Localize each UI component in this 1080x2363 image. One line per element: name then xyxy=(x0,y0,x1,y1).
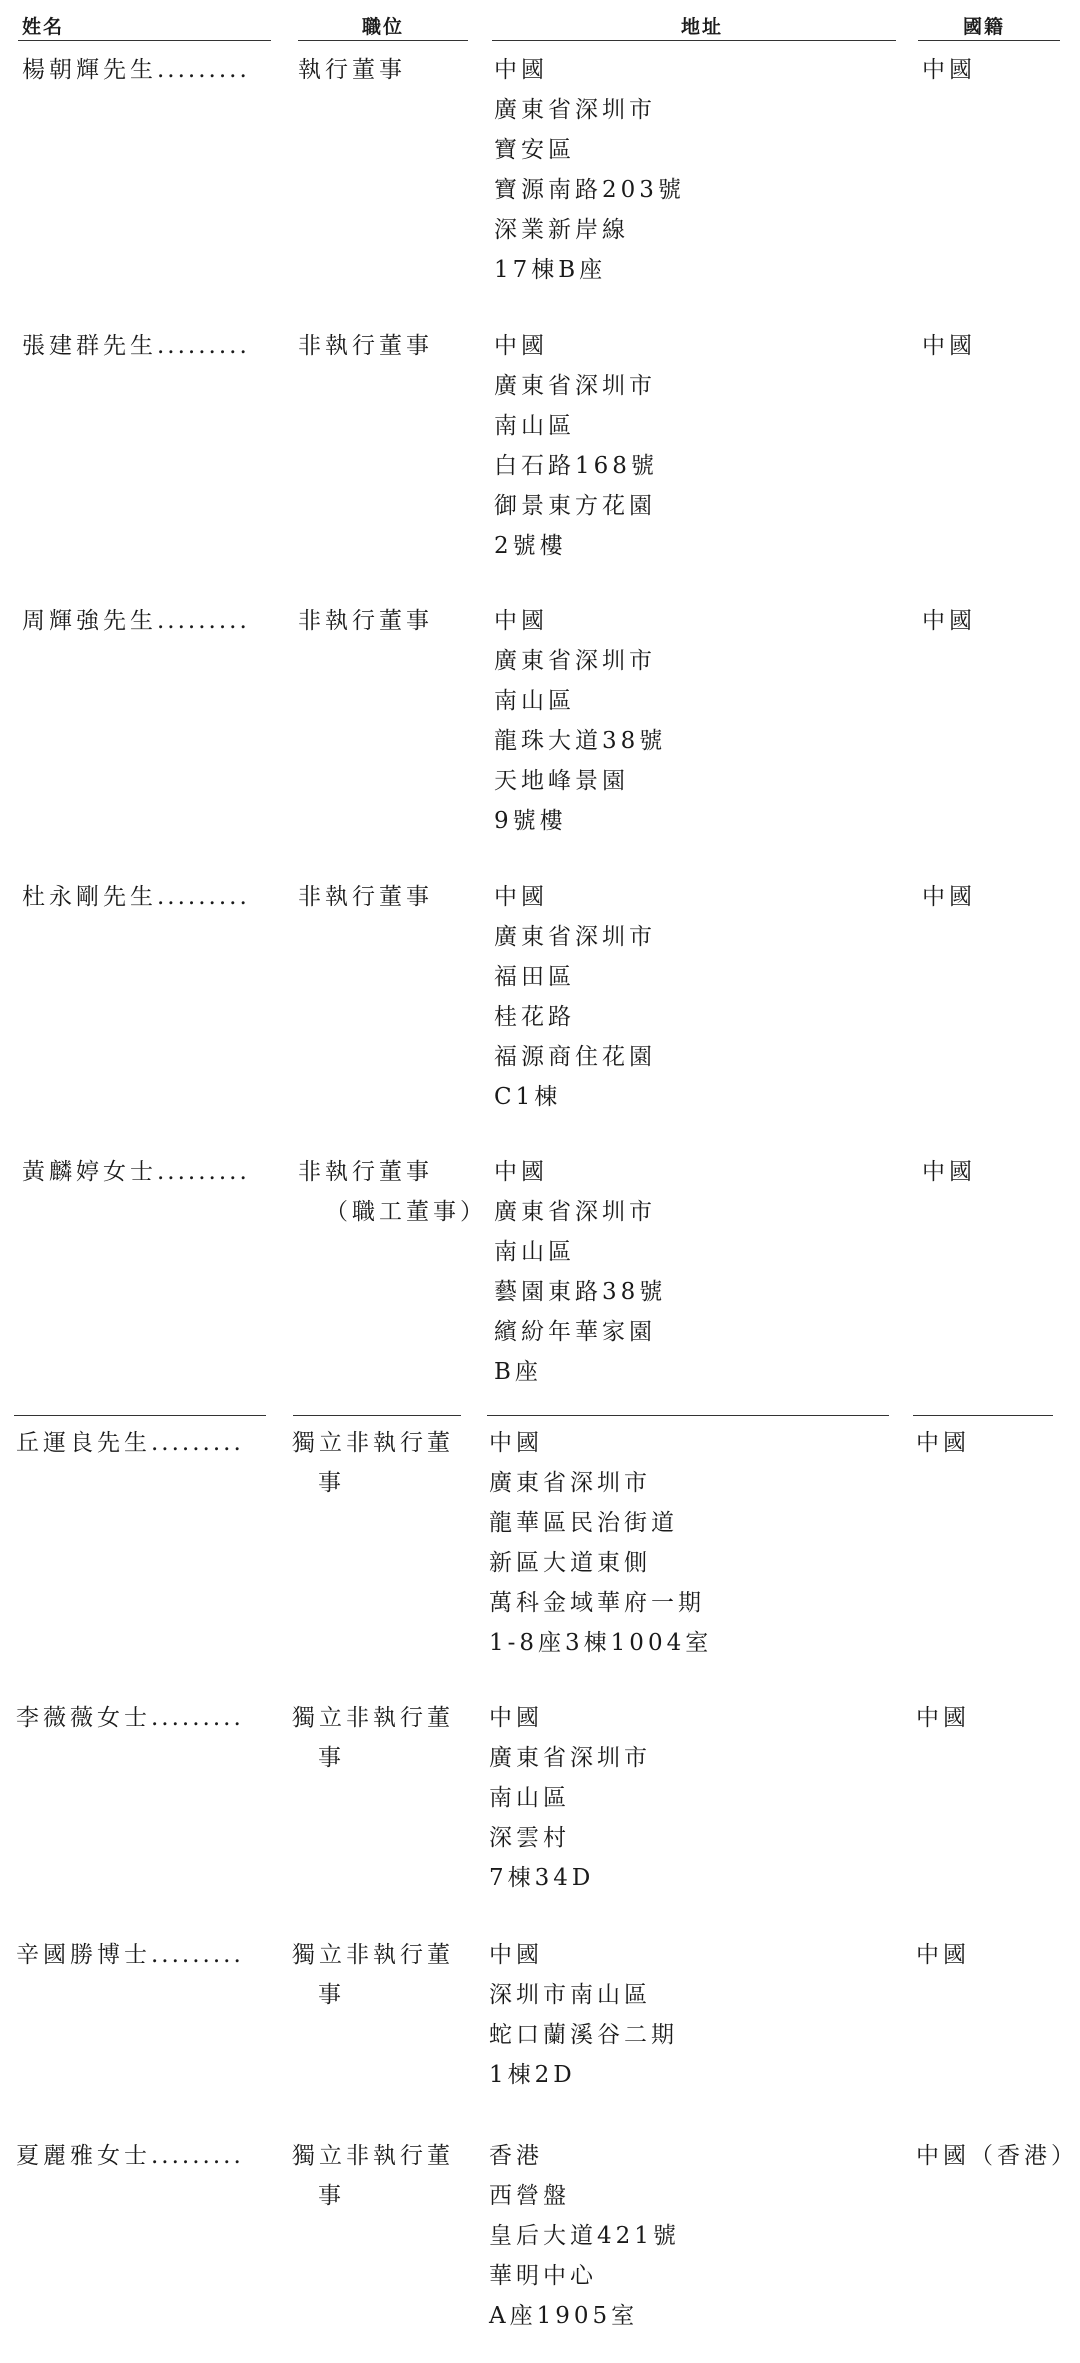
dot-leader: ......... xyxy=(157,333,250,359)
dot-leader: ......... xyxy=(157,57,250,83)
header-address: 地址 xyxy=(681,16,724,38)
director-name-cell xyxy=(16,1698,244,1738)
director-name: 辛國勝博士 xyxy=(16,1942,151,1968)
dot-leader: ......... xyxy=(151,1430,244,1456)
dot-leader: ......... xyxy=(157,884,250,910)
position-line: 事 xyxy=(318,1470,345,1496)
director-name: 張建群先生 xyxy=(22,333,157,359)
dot-leader: ......... xyxy=(157,608,250,634)
header-position: 職位 xyxy=(362,16,405,38)
address-line: C1棟 xyxy=(494,1084,562,1110)
address-line: 華明中心 xyxy=(489,2263,597,2289)
address-line: 廣東省深圳市 xyxy=(489,1745,651,1771)
header-rule-nationality xyxy=(918,40,1060,41)
director-name: 周輝強先生 xyxy=(22,608,157,634)
address-line: 龍珠大道38號 xyxy=(494,728,667,754)
address-line: 南山區 xyxy=(494,688,575,714)
address-line: 廣東省深圳市 xyxy=(489,1470,651,1496)
address-line: 中國 xyxy=(489,1942,543,1968)
address-line: 御景東方花園 xyxy=(494,493,656,519)
address-line: 寶源南路203號 xyxy=(494,177,685,203)
address-line: B座 xyxy=(494,1359,542,1385)
address-line: 廣東省深圳市 xyxy=(494,648,656,674)
address-line: 福源商住花園 xyxy=(494,1044,656,1070)
position-line: 事 xyxy=(318,1745,345,1771)
nationality: 中國 xyxy=(916,1430,970,1456)
header-rule-position xyxy=(298,40,468,41)
header-name: 姓名 xyxy=(22,16,65,38)
address-line: 深業新岸線 xyxy=(494,217,629,243)
position-line: 非執行董事 xyxy=(298,608,433,634)
nationality: 中國 xyxy=(922,1159,976,1185)
header-nationality: 國籍 xyxy=(963,16,1006,38)
dot-leader: ......... xyxy=(151,2143,244,2169)
address-line: 天地峰景園 xyxy=(494,768,629,794)
nationality: 中國 xyxy=(922,608,976,634)
address-line: 中國 xyxy=(489,1705,543,1731)
director-name: 杜永剛先生 xyxy=(22,884,157,910)
director-name-cell xyxy=(16,1935,244,1975)
address-line: 白石路168號 xyxy=(494,453,658,479)
address-line: 中國 xyxy=(494,608,548,634)
director-name: 丘運良先生 xyxy=(16,1430,151,1456)
address-line: 香港 xyxy=(489,2143,543,2169)
dot-leader: ......... xyxy=(151,1705,244,1731)
director-name-cell xyxy=(22,1152,250,1192)
address-line: 1棟2D xyxy=(489,2062,576,2088)
position-line: 獨立非執行董 xyxy=(292,1942,454,1968)
address-line: 17棟B座 xyxy=(494,257,607,283)
address-line: 福田區 xyxy=(494,964,575,990)
director-name-cell xyxy=(22,50,250,90)
position-line: 獨立非執行董 xyxy=(292,2143,454,2169)
address-line: 廣東省深圳市 xyxy=(494,97,656,123)
address-line: 皇后大道421號 xyxy=(489,2223,680,2249)
address-line: 深雲村 xyxy=(489,1825,570,1851)
address-line: 西營盤 xyxy=(489,2183,570,2209)
header-rule-name xyxy=(18,40,271,41)
director-name-cell xyxy=(22,877,250,917)
director-name: 夏麗雅女士 xyxy=(16,2143,151,2169)
address-line: 9號樓 xyxy=(494,808,567,834)
address-line: 萬科金域華府一期 xyxy=(489,1590,705,1616)
position-line: 非執行董事 xyxy=(298,1159,433,1185)
director-name: 楊朝輝先生 xyxy=(22,57,157,83)
nationality: 中國（香港） xyxy=(916,2143,1078,2169)
address-line: 中國 xyxy=(494,1159,548,1185)
address-line: 1-8座3棟1004室 xyxy=(489,1630,713,1656)
section-rule-nationality xyxy=(913,1415,1053,1416)
dot-leader: ......... xyxy=(151,1942,244,1968)
position-line: （職工董事） xyxy=(325,1199,487,1225)
position-line: 事 xyxy=(318,2183,345,2209)
director-name: 李薇薇女士 xyxy=(16,1705,151,1731)
address-line: 中國 xyxy=(494,57,548,83)
header-rule-address xyxy=(492,40,896,41)
section-rule-name xyxy=(14,1415,266,1416)
director-name-cell xyxy=(16,1423,244,1463)
nationality: 中國 xyxy=(922,57,976,83)
address-line: 蛇口蘭溪谷二期 xyxy=(489,2022,678,2048)
position-line: 非執行董事 xyxy=(298,333,433,359)
address-line: 中國 xyxy=(489,1430,543,1456)
address-line: A座1905室 xyxy=(489,2303,639,2329)
nationality: 中國 xyxy=(922,333,976,359)
address-line: 中國 xyxy=(494,884,548,910)
position-line: 獨立非執行董 xyxy=(292,1705,454,1731)
address-line: 繽紛年華家園 xyxy=(494,1319,656,1345)
position-line: 執行董事 xyxy=(298,57,406,83)
address-line: 廣東省深圳市 xyxy=(494,1199,656,1225)
director-name-cell xyxy=(16,2136,244,2176)
director-name-cell xyxy=(22,601,250,641)
address-line: 深圳市南山區 xyxy=(489,1982,651,2008)
nationality: 中國 xyxy=(916,1705,970,1731)
dot-leader: ......... xyxy=(157,1159,250,1185)
address-line: 藝園東路38號 xyxy=(494,1279,667,1305)
address-line: 南山區 xyxy=(494,413,575,439)
address-line: 桂花路 xyxy=(494,1004,575,1030)
address-line: 中國 xyxy=(494,333,548,359)
section-rule-position xyxy=(293,1415,461,1416)
address-line: 南山區 xyxy=(494,1239,575,1265)
position-line: 非執行董事 xyxy=(298,884,433,910)
nationality: 中國 xyxy=(922,884,976,910)
address-line: 寶安區 xyxy=(494,137,575,163)
address-line: 7棟34D xyxy=(489,1865,595,1891)
position-line: 獨立非執行董 xyxy=(292,1430,454,1456)
section-rule-address xyxy=(487,1415,889,1416)
nationality: 中國 xyxy=(916,1942,970,1968)
address-line: 南山區 xyxy=(489,1785,570,1811)
address-line: 廣東省深圳市 xyxy=(494,373,656,399)
address-line: 廣東省深圳市 xyxy=(494,924,656,950)
address-line: 龍華區民治街道 xyxy=(489,1510,678,1536)
address-line: 新區大道東側 xyxy=(489,1550,651,1576)
position-line: 事 xyxy=(318,1982,345,2008)
director-name: 黃麟婷女士 xyxy=(22,1159,157,1185)
director-name-cell xyxy=(22,326,250,366)
address-line: 2號樓 xyxy=(494,533,567,559)
